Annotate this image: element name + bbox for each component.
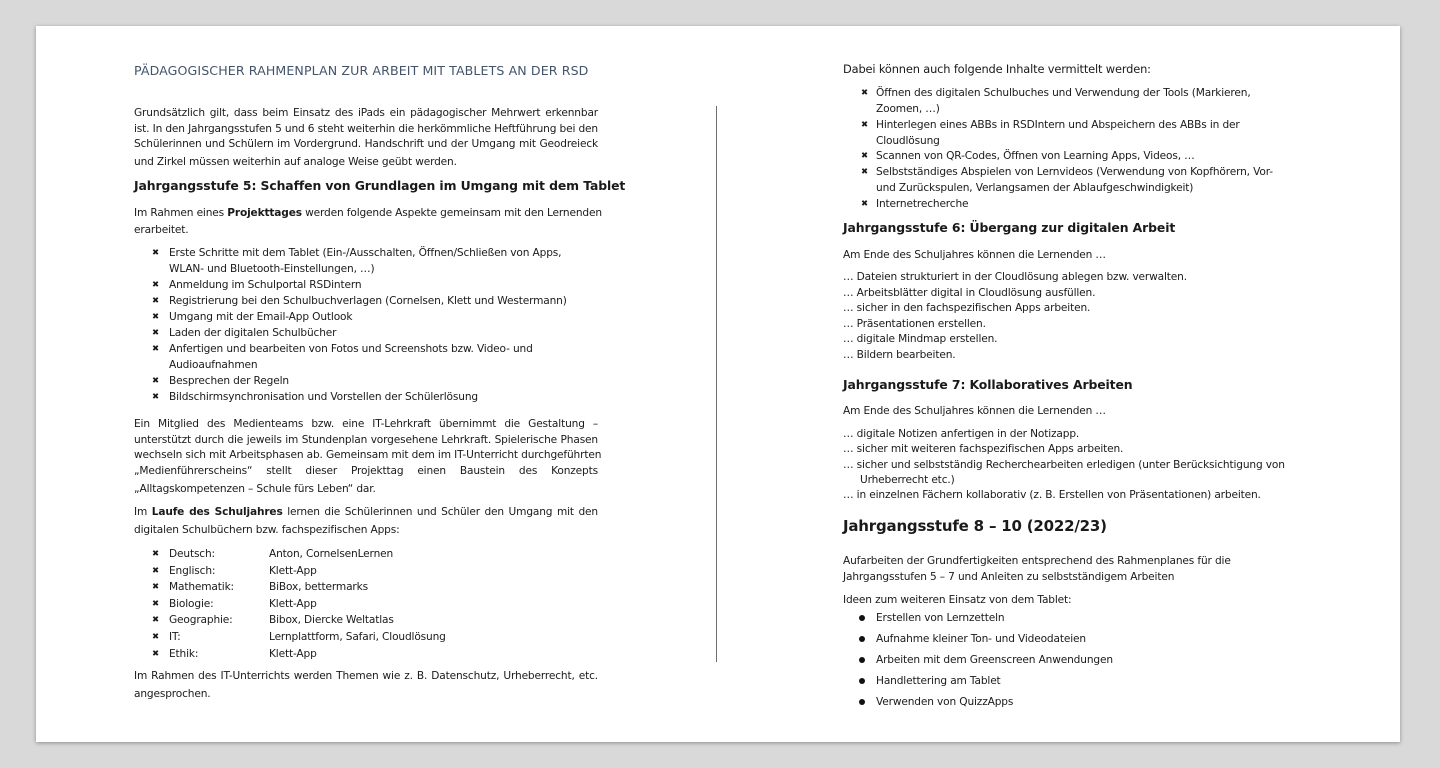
subject-apps: Lernplattform, Safari, Cloudlösung bbox=[269, 631, 446, 643]
list-item-text: … sicher und selbstständig Recherchearbeiten erledigen (unter Berücksichtigung von bbox=[843, 459, 1285, 471]
idea-text: Aufnahme kleiner Ton- und Videodateien bbox=[876, 633, 1086, 645]
subject-apps: BiBox, bettermarks bbox=[269, 581, 368, 594]
list-item-text: Selbstständiges Abspielen von Lernvideos (Verwendung von Kopfhörern, Vor- bbox=[876, 166, 1273, 178]
list-item-text: und Zurückspulen, Verlangsamen der Ablaufgeschwindigkeit) bbox=[876, 182, 1194, 194]
list-item-text: Zoomen, …) bbox=[876, 103, 940, 115]
lead-bold: Laufe des Schuljahres bbox=[151, 506, 283, 518]
list-item-text: … in einzelnen Fächern kollaborativ (z. B. Erstellen von Präsentationen) arbeiten. bbox=[843, 489, 1261, 501]
list-item-text: Umgang mit der Email-App Outlook bbox=[169, 311, 353, 323]
x-bullet-icon: ✖ bbox=[152, 296, 160, 306]
heading-grade7: Jahrgangsstufe 7: Kollaboratives Arbeiten bbox=[843, 377, 1133, 392]
lead-bold: Projekttages bbox=[227, 207, 302, 219]
media-line: Ein Mitglied des Medienteams bzw. eine IT-Lehrkraft übernimmt die Gestaltung – bbox=[134, 418, 598, 430]
x-bullet-icon: ✖ bbox=[152, 615, 160, 626]
x-bullet-icon: ✖ bbox=[152, 632, 160, 642]
column-divider bbox=[716, 106, 717, 662]
subject-apps: Klett-App bbox=[269, 564, 317, 577]
x-bullet-icon: ✖ bbox=[152, 344, 160, 354]
bullet-dot-icon bbox=[859, 678, 865, 684]
x-bullet-icon: ✖ bbox=[152, 598, 160, 609]
x-bullet-icon: ✖ bbox=[861, 151, 869, 161]
list-item-text: Registrierung bei den Schulbuchverlagen (Cornelsen, Klett und Westermann) bbox=[169, 295, 567, 307]
subject-name: Biologie: bbox=[169, 597, 214, 610]
heading-grade5: Jahrgangsstufe 5: Schaffen von Grundlagen im Umgang mit dem Tablet bbox=[134, 178, 626, 193]
subject-name: Englisch: bbox=[169, 564, 216, 577]
grade5-lead-line2: erarbeitet. bbox=[134, 224, 189, 236]
document-page bbox=[36, 26, 1400, 742]
ideas-lead: Ideen zum weiteren Einsatz von dem Tablet: bbox=[843, 594, 1072, 606]
it-line: angesprochen. bbox=[134, 688, 211, 700]
subject-name: IT: bbox=[169, 631, 181, 643]
x-bullet-icon: ✖ bbox=[152, 549, 160, 559]
subject-name: Geographie: bbox=[169, 614, 233, 627]
grade6-lead: Am Ende des Schuljahres können die Lernenden … bbox=[843, 249, 1106, 261]
media-line: unterstützt durch die jeweils im Stundenplan vorgesehene Lehrkraft. Spielerische Phasen bbox=[134, 433, 598, 446]
media-line: „Alltagskompetenzen – Schule fürs Leben“ dar. bbox=[134, 483, 376, 495]
x-bullet-icon: ✖ bbox=[152, 248, 160, 258]
list-item: … Dateien strukturiert in der Cloudlösung ablegen bzw. verwalten. bbox=[843, 271, 1187, 283]
intro-line: und Zirkel müssen weiterhin auf analoge Weise geübt werden. bbox=[134, 156, 457, 168]
media-line: „Medienführerscheins“ stellt dieser Projekttag einen Baustein des Konzepts bbox=[134, 464, 598, 477]
list-item-text: Anfertigen und bearbeiten von Fotos und Screenshots bzw. Video- und bbox=[169, 343, 533, 355]
x-bullet-icon: ✖ bbox=[861, 120, 869, 130]
subject-name: Mathematik: bbox=[169, 581, 234, 594]
content-heading: Dabei können auch folgende Inhalte vermittelt werden: bbox=[843, 62, 1151, 76]
list-item: … Bildern bearbeiten. bbox=[843, 348, 956, 361]
list-item-text: Anmeldung im Schulportal RSDintern bbox=[169, 279, 362, 291]
list-item-text: Hinterlegen eines ABBs in RSDIntern und Abspeichern des ABBs in der bbox=[876, 119, 1240, 131]
heading-grade6: Jahrgangsstufe 6: Übergang zur digitalen Arbeit bbox=[843, 220, 1176, 235]
list-item-text: Bildschirmsynchronisation und Vorstellen der Schülerlösung bbox=[169, 391, 478, 403]
idea-text: Erstellen von Lernzetteln bbox=[876, 612, 1005, 624]
subject-apps: Anton, CornelsenLernen bbox=[269, 548, 394, 560]
x-bullet-icon: ✖ bbox=[152, 565, 160, 576]
subject-apps: Bibox, Diercke Weltatlas bbox=[269, 614, 394, 627]
year-lead bbox=[134, 505, 598, 521]
it-line: Im Rahmen des IT-Unterrichts werden Themen wie z. B. Datenschutz, Urheberrecht, etc. bbox=[134, 670, 598, 682]
lead-text: Im bbox=[134, 506, 152, 518]
x-bullet-icon: ✖ bbox=[152, 280, 160, 290]
intro-line: Grundsätzlich gilt, dass beim Einsatz des iPads ein pädagogischer Mehrwert erkennbar bbox=[134, 107, 598, 119]
idea-text: Handlettering am Tablet bbox=[876, 675, 1001, 687]
x-bullet-icon: ✖ bbox=[152, 312, 160, 322]
document-title: PÄDAGOGISCHER RAHMENPLAN ZUR ARBEIT MIT TABLETS AN DER RSD bbox=[134, 63, 589, 78]
lead-text: Im Rahmen eines bbox=[134, 207, 228, 219]
x-bullet-icon: ✖ bbox=[152, 392, 160, 402]
list-item-text: Besprechen der Regeln bbox=[169, 375, 289, 387]
list-item: … digitale Mindmap erstellen. bbox=[843, 333, 998, 345]
x-bullet-icon: ✖ bbox=[152, 376, 160, 386]
grade5-lead bbox=[134, 206, 602, 222]
x-bullet-icon: ✖ bbox=[861, 88, 869, 98]
idea-text: Arbeiten mit dem Greenscreen Anwendungen bbox=[876, 654, 1113, 666]
list-item-text: Audioaufnahmen bbox=[169, 359, 258, 371]
list-item: … Arbeitsblätter digital in Cloudlösung ausfüllen. bbox=[843, 286, 1096, 299]
grade8-10-paragraph-line: Jahrgangsstufen 5 – 7 und Anleiten zu selbstständigem Arbeiten bbox=[843, 571, 1175, 583]
lead-text: lernen die Schülerinnen und Schüler den Umgang mit den bbox=[282, 506, 598, 518]
bullet-dot-icon bbox=[859, 699, 865, 705]
list-item-text: WLAN- und Bluetooth-Einstellungen, …) bbox=[169, 263, 375, 275]
list-item-text: Internetrecherche bbox=[876, 198, 969, 210]
subject-apps: Klett-App bbox=[269, 597, 317, 610]
list-item-text: Scannen von QR-Codes, Öffnen von Learning Apps, Videos, … bbox=[876, 150, 1195, 162]
x-bullet-icon: ✖ bbox=[861, 199, 869, 209]
grade8-10-paragraph-line: Aufarbeiten der Grundfertigkeiten entsprechend des Rahmenplanes für die bbox=[843, 555, 1231, 567]
year-lead-line2: digitalen Schulbüchern bzw. fachspezifischen Apps: bbox=[134, 524, 400, 536]
x-bullet-icon: ✖ bbox=[152, 582, 160, 593]
list-item-text: Cloudlösung bbox=[876, 135, 940, 147]
lead-text: werden folgende Aspekte gemeinsam mit den Lernenden bbox=[301, 207, 602, 219]
intro-line: ist. In den Jahrgangsstufen 5 und 6 steht weiterhin die herkömmliche Heftführung bei den bbox=[134, 122, 598, 135]
media-line: wechseln sich mit Arbeitsphasen ab. Gemeinsam mit dem im IT-Unterricht durchgeführten bbox=[134, 449, 602, 462]
heading-grade8-10: Jahrgangsstufe 8 – 10 (2022/23) bbox=[843, 517, 1107, 535]
subject-apps: Klett-App bbox=[269, 647, 317, 660]
list-item: … sicher in den fachspezifischen Apps arbeiten. bbox=[843, 302, 1091, 314]
list-item-text: … sicher mit weiteren fachspezifischen Apps arbeiten. bbox=[843, 443, 1124, 455]
bullet-dot-icon bbox=[859, 636, 865, 642]
x-bullet-icon: ✖ bbox=[152, 328, 160, 338]
x-bullet-icon: ✖ bbox=[861, 167, 869, 177]
list-item-text: Urheberrecht etc.) bbox=[860, 474, 955, 486]
subject-name: Deutsch: bbox=[169, 548, 215, 560]
list-item-text: Öffnen des digitalen Schulbuches und Verwendung der Tools (Markieren, bbox=[876, 87, 1251, 99]
bullet-dot-icon bbox=[859, 657, 865, 663]
list-item: … Präsentationen erstellen. bbox=[843, 317, 986, 330]
bullet-dot-icon bbox=[859, 615, 865, 621]
list-item-text: Laden der digitalen Schulbücher bbox=[169, 327, 337, 339]
list-item-text: … digitale Notizen anfertigen in der Notizapp. bbox=[843, 428, 1080, 440]
idea-text: Verwenden von QuizzApps bbox=[876, 696, 1014, 708]
intro-line: Schülerinnen und Schülern im Vordergrund. Handschrift und der Umgang mit Geodreieck bbox=[134, 138, 598, 151]
grade7-lead: Am Ende des Schuljahres können die Lernenden … bbox=[843, 405, 1106, 417]
x-bullet-icon: ✖ bbox=[152, 648, 160, 659]
subject-name: Ethik: bbox=[169, 647, 199, 660]
list-item-text: Erste Schritte mit dem Tablet (Ein-/Ausschalten, Öffnen/Schließen von Apps, bbox=[169, 247, 562, 259]
